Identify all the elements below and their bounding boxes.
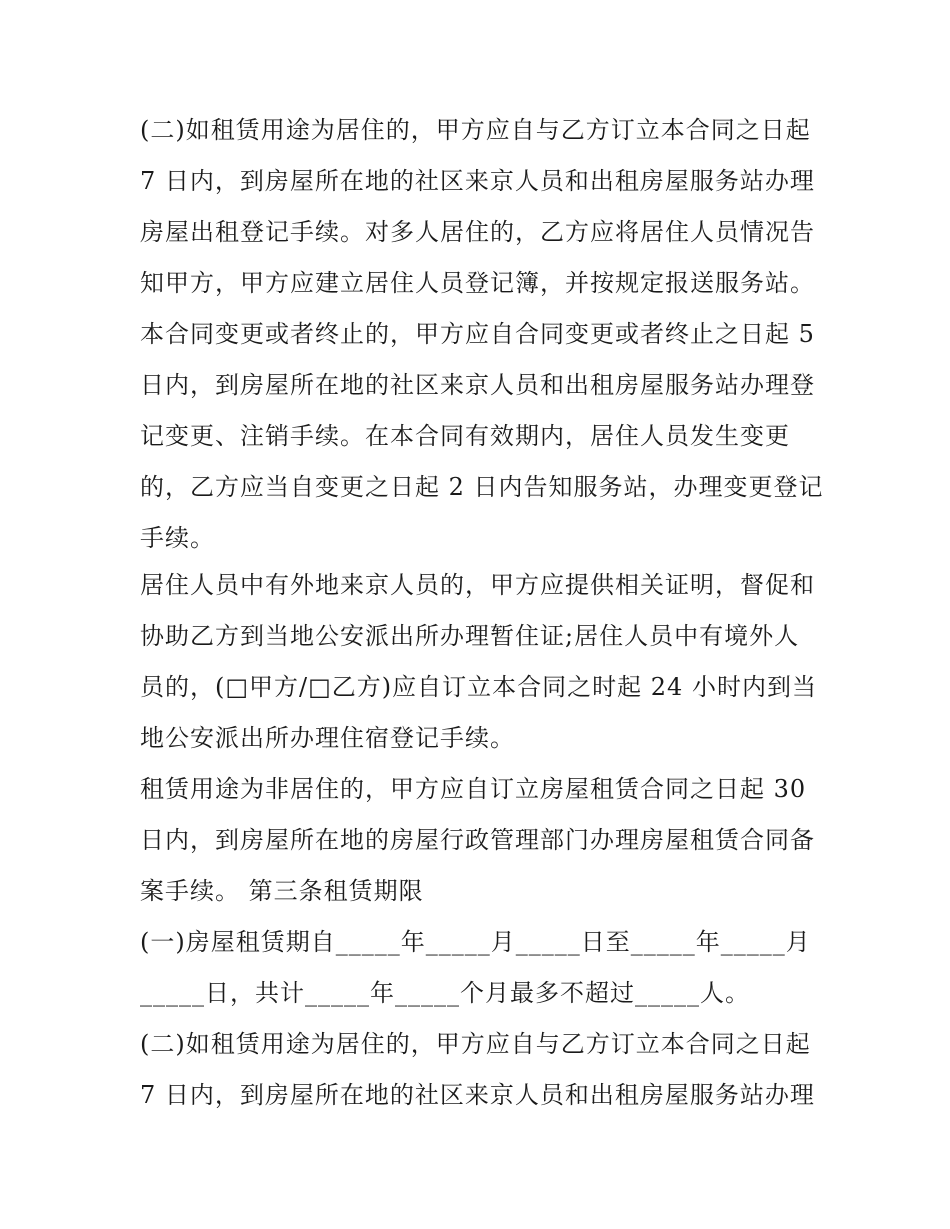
text-line: 日内，到房屋所在地的社区来京人员和出租房屋服务站办理登: [140, 371, 815, 399]
text-line: _____日，共计_____年_____个月最多不超过_____人。: [140, 979, 750, 1007]
text-line: 知甲方，甲方应建立居住人员登记簿，并按规定报送服务站。: [140, 269, 815, 297]
text-line: (二)如租赁用途为居住的，甲方应自与乙方订立本合同之日起: [140, 116, 811, 144]
text-line: 居住人员中有外地来京人员的，甲方应提供相关证明，督促和: [140, 571, 815, 599]
text-line: 7 日内，到房屋所在地的社区来京人员和出租房屋服务站办理: [140, 1081, 815, 1109]
text-line: 地公安派出所办理住宿登记手续。: [140, 724, 515, 752]
text-line: 租赁用途为非居住的，甲方应自订立房屋租赁合同之日起 30: [140, 775, 807, 803]
text-line: 员的，(□甲方/□乙方)应自订立本合同之时起 24 小时内到当: [140, 673, 817, 701]
text-line: 房屋出租登记手续。对多人居住的，乙方应将居住人员情况告: [140, 218, 815, 246]
text-line: (一)房屋租赁期自_____年_____月_____日至_____年_____月: [140, 928, 811, 956]
text-line: 的，乙方应当自变更之日起 2 日内告知服务站，办理变更登记: [140, 473, 824, 501]
text-line: 7 日内，到房屋所在地的社区来京人员和出租房屋服务站办理: [140, 167, 815, 195]
text-line: (二)如租赁用途为居住的，甲方应自与乙方订立本合同之日起: [140, 1030, 811, 1058]
text-line: 协助乙方到当地公安派出所办理暂住证;居住人员中有境外人: [140, 622, 800, 650]
text-line: 记变更、注销手续。在本合同有效期内，居住人员发生变更: [140, 422, 790, 450]
text-line: 手续。: [140, 524, 215, 552]
text-line: 案手续。 第三条租赁期限: [140, 877, 424, 905]
text-line: 日内，到房屋所在地的房屋行政管理部门办理房屋租赁合同备: [140, 826, 815, 854]
text-line: 本合同变更或者终止的，甲方应自合同变更或者终止之日起 5: [140, 320, 815, 348]
